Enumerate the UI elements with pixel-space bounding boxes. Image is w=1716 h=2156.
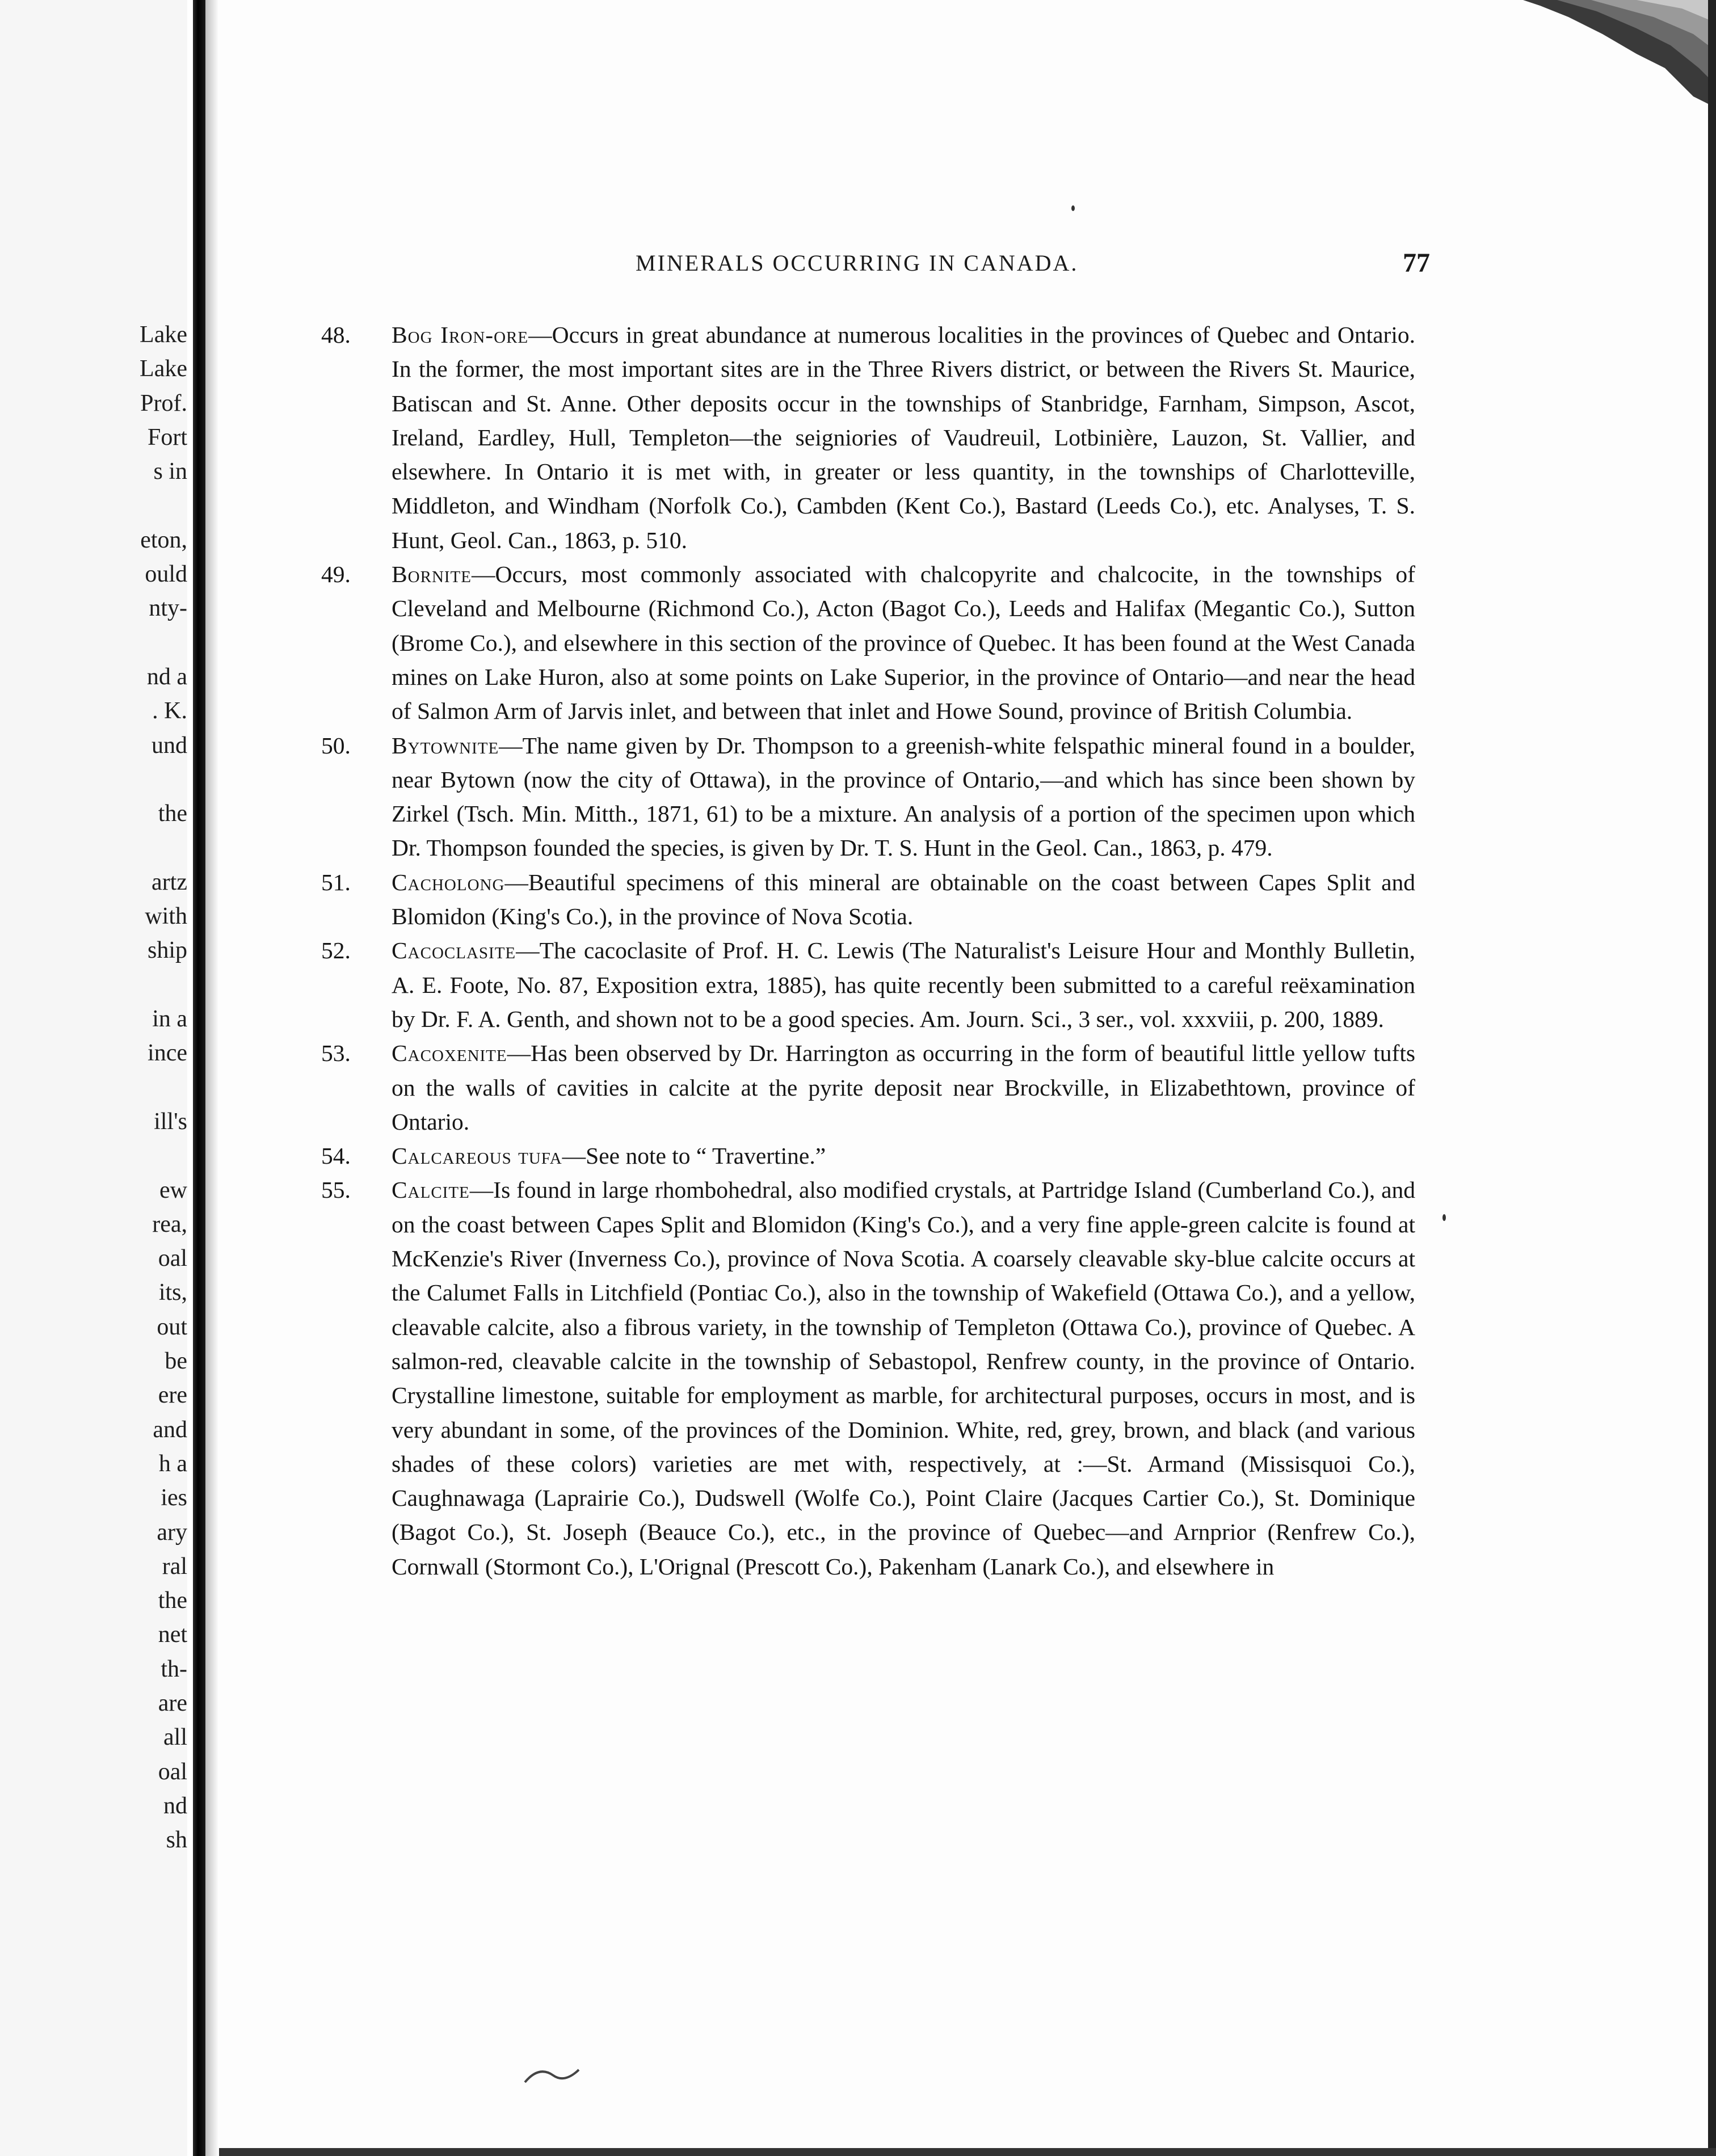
fragment-line: nd a bbox=[146, 664, 187, 690]
fragment-line: rea, bbox=[152, 1211, 187, 1237]
entry-text: —See note to “ Travertine.” bbox=[562, 1143, 826, 1169]
entry-number: 50. bbox=[321, 732, 351, 759]
entry-term: Cacoxenite bbox=[392, 1040, 507, 1067]
body-text bbox=[321, 318, 1415, 1584]
fragment-line: ship bbox=[147, 937, 187, 964]
entry-text: —Beautiful specimens of this mineral are obtainable on the coast between Capes Split and Blomidon (King's Co.), in the province of Nova Scotia. bbox=[392, 869, 1415, 930]
fragment-line: nd bbox=[163, 1792, 187, 1819]
fragment-line: Lake bbox=[140, 322, 187, 348]
entry-term: Calcareous tufa bbox=[392, 1143, 562, 1169]
page-number: 77 bbox=[1403, 248, 1430, 278]
fragment-line: s in bbox=[153, 458, 187, 485]
fragment-line: and bbox=[153, 1416, 187, 1443]
entry-number: 52. bbox=[321, 937, 351, 964]
fragment-line: ew bbox=[159, 1177, 187, 1203]
entry-text: —Occurs in great abundance at numerous localities in the provinces of Quebec and Ontario. In the former, the most important sites are in the Three Rivers district, or between the Rivers St. Maurice, Batiscan and St. Anne. Other deposits occur in the townships of Stanbridge, Farnham, Simpson, Ascot, Ireland, Eardley, Hull, Templeton—the seigniories of Vaudreuil, Lotbinière, Lauzon, St. Vallier, and elsewhere. In Ontario it is met with, in greater or less quantity, in the townships of Charlotteville, Middleton, and Windham (Norfolk Co.), Cambden (Kent Co.), Bastard (Leeds Co.), etc. Analyses, T. S. Hunt, Geol. Can., 1863, p. 510. bbox=[392, 322, 1415, 553]
fragment-line: be bbox=[165, 1348, 187, 1374]
fragment-line: the bbox=[158, 1587, 187, 1614]
fragment-line: the bbox=[158, 801, 187, 827]
fragment-line: oal bbox=[158, 1245, 187, 1272]
ink-speck bbox=[1071, 205, 1075, 211]
fragment-line: . K. bbox=[152, 698, 187, 725]
entry-text: —The name given by Dr. Thompson to a greenish-white felspathic mineral found in a boulder, near Bytown (now the city of Ottawa), in the province of Ontario,—and which has since been shown by Zirkel (Tsch. Min. Mitth., 1871, 61) to be a mixture. An analysis of a portion of the specimen upon which Dr. Thompson founded the species, is given by Dr. T. S. Hunt in the Geol. Can., 1863, p. 479. bbox=[392, 732, 1415, 861]
fragment-line: eton, bbox=[140, 527, 187, 553]
page-gutter bbox=[193, 0, 205, 2156]
fragment-line: sh bbox=[166, 1827, 187, 1854]
fragment-line: in a bbox=[152, 1006, 187, 1032]
entry-text: —The cacoclasite of Prof. H. C. Lewis (The Naturalist's Leisure Hour and Monthly Bulletin, A. E. Foote, No. 87, Exposition extra, 1885), has quite recently been submitted to a careful reëxamination by Dr. F. A. Genth, and shown not to be a good species. Am. Journ. Sci., 3 ser., vol. xxxviii, p. 200, 1889. bbox=[392, 937, 1415, 1032]
entry-term: Bog Iron-ore bbox=[392, 322, 529, 348]
entry-text: —Is found in large rhombohedral, also modified crystals, at Partridge Island (Cumberland Co.), and on the coast between Capes Split and Blomidon (King's Co.), and a very fine apple-green calcite is found at McKenzie's River (Inverness Co.), province of Nova Scotia. A coarsely cleavable sky-blue calcite occurs at the Calumet Falls in Litchfield (Pontiac Co.), also in the township of Wakefield (Ottawa Co.), and a yellow, cleavable calcite, also a fibrous variety, in the township of Templeton (Ottawa Co.), province of Quebec. A salmon-red, cleavable calcite in the township of Sebastopol, Renfrew county, in the province of Ontario. Crystalline limestone, suitable for employment as marble, for architectural purposes, occurs in most, and is very abundant in some, of the provinces of the Dominion. White, red, grey, brown, and black (and various shades of these colors) varieties are met with, respectively, at :—St. Armand (Missisquoi Co.), Caughnawaga (Laprairie Co.), Dudswell (Wolfe Co.), Point Claire (Jacques Cartier Co.), St. Dominique (Bagot Co.), St. Joseph (Beauce Co.), etc., in the province of Quebec—and Arnprior (Renfrew Co.), Cornwall (Stormont Co.), L'Orignal (Prescott Co.), Pakenham (Lanark Co.), and elsewhere in bbox=[392, 1177, 1415, 1580]
bottom-scan-edge bbox=[219, 2148, 1716, 2156]
fragment-line: ere bbox=[158, 1382, 187, 1409]
entry-text: —Occurs, most commonly associated with chalcopyrite and chalcocite, in the townships of Cleveland and Melbourne (Richmond Co.), Acton (Bagot Co.), Leeds and Halifax (Megantic Co.), Sutton (Brome Co.), and elsewhere in this section of the province of Quebec. It has been found at the West Canada mines on Lake Huron, also at some points on Lake Superior, in the province of Ontario—and near the head of Salmon Arm of Jarvis inlet, and between that inlet and Howe Sound, province of British Columbia. bbox=[392, 561, 1415, 725]
fragment-line: ould bbox=[145, 561, 187, 588]
entry-50 bbox=[321, 729, 1415, 865]
entry-number: 54. bbox=[321, 1143, 351, 1169]
fragment-line: h a bbox=[158, 1450, 187, 1477]
page-header bbox=[636, 250, 1430, 289]
fragment-line: Lake bbox=[140, 356, 187, 382]
fragment-line: artz bbox=[152, 869, 187, 895]
fragment-line: net bbox=[158, 1622, 187, 1648]
fragment-line: ral bbox=[162, 1553, 187, 1580]
fragment-line: und bbox=[152, 732, 187, 759]
entry-term: Calcite bbox=[392, 1177, 470, 1203]
fragment-line: ill's bbox=[154, 1108, 187, 1135]
entry-52 bbox=[321, 933, 1415, 1036]
entry-number: 48. bbox=[321, 322, 351, 348]
fragment-line: out bbox=[157, 1313, 187, 1340]
entry-term: Cacholong bbox=[392, 869, 505, 895]
ink-mark bbox=[522, 2060, 584, 2088]
entry-49 bbox=[321, 557, 1415, 728]
fragment-line: th- bbox=[161, 1656, 187, 1682]
running-head: MINERALS OCCURRING IN CANADA. bbox=[636, 250, 1079, 276]
torn-corner bbox=[1523, 0, 1716, 108]
fragment-line: its, bbox=[158, 1279, 187, 1306]
fragment-line: ary bbox=[157, 1519, 187, 1546]
entry-text: —Has been observed by Dr. Harrington as occurring in the form of beautiful little yellow tufts on the walls of cavities in calcite at the pyrite deposit near Brockville, in Elizabethtown, province of Ontario. bbox=[392, 1040, 1415, 1135]
entry-term: Bornite bbox=[392, 561, 472, 588]
entry-55 bbox=[321, 1173, 1415, 1584]
previous-page-fragment bbox=[0, 0, 187, 2156]
fragment-line: ince bbox=[148, 1040, 187, 1067]
entry-number: 53. bbox=[321, 1040, 351, 1067]
fragment-line: oal bbox=[158, 1758, 187, 1785]
fragment-line: nty- bbox=[149, 595, 187, 622]
fragment-line: Fort bbox=[147, 424, 187, 450]
gutter-shadow bbox=[205, 0, 219, 2156]
fragment-line: are bbox=[158, 1690, 187, 1716]
fragment-line: all bbox=[163, 1724, 187, 1751]
entry-number: 55. bbox=[321, 1177, 351, 1203]
entry-51 bbox=[321, 865, 1415, 934]
entry-number: 51. bbox=[321, 869, 351, 895]
entry-54 bbox=[321, 1139, 1415, 1173]
entry-number: 49. bbox=[321, 561, 351, 588]
ink-speck bbox=[1442, 1214, 1446, 1221]
entry-48 bbox=[321, 318, 1415, 557]
entry-53 bbox=[321, 1036, 1415, 1139]
fragment-line: ies bbox=[161, 1485, 187, 1511]
entry-term: Cacoclasite bbox=[392, 937, 516, 964]
fragment-line: Prof. bbox=[140, 390, 187, 416]
right-scan-edge bbox=[1708, 0, 1716, 2156]
entry-term: Bytownite bbox=[392, 732, 499, 759]
fragment-line: with bbox=[145, 903, 187, 930]
